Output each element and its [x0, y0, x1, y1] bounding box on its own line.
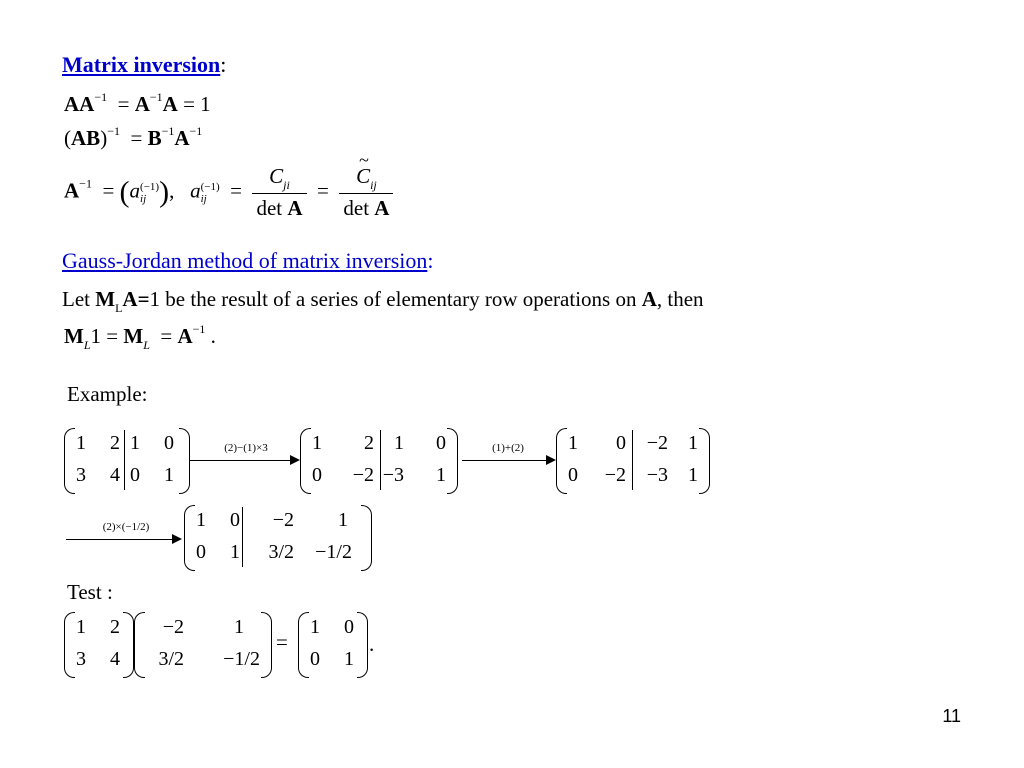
- test-label: Test :: [67, 580, 113, 604]
- test-equals-sign: =: [276, 630, 288, 654]
- heading-text: Gauss-Jordan method of matrix inversion: [62, 248, 428, 273]
- test-matrix-a: 1 2 3 4: [64, 612, 134, 678]
- arrow-2: [462, 460, 554, 461]
- definition-sentence: Let $M_LA=1$ be the result of a series of elementary row operations on A, then: [62, 287, 704, 315]
- section-heading-matrix-inversion: [62, 52, 226, 78]
- augmented-matrix-3: 1 0 −2 1 0 −2 −3 1: [556, 428, 710, 494]
- example-label: Example:: [67, 382, 148, 406]
- equation-ml-inverse: $M_L1 = M_L = A^{-1}$ .: [64, 322, 216, 352]
- equation-inverse-identity: $AA^{-1} = A^{-1}A = 1$: [64, 90, 211, 116]
- fraction-cofactor-ji: $\frac{C_{ji}}{\text{det A}}$: [252, 164, 306, 221]
- test-matrix-a-inverse: −2 1 3/2 −1/2: [134, 612, 272, 678]
- test-identity-matrix: 1 0 0 1: [298, 612, 368, 678]
- fraction-cofactor-tilde: ~ $\frac{C_{ij}}{\text{det A}}$: [339, 164, 393, 221]
- test-period: .: [369, 632, 375, 656]
- augmented-matrix-2: 1 2 1 0 0 −2 −3 1: [300, 428, 458, 494]
- page-number: 11: [942, 706, 961, 726]
- equation-inverse-elements: $A^{-1} = (a$ (−1) ij ), a (−1) ij = $\frac{C_{ji}}{\text{det A}}$ = ~ $\frac{C_{ij}}{\text{det A}}$: [64, 164, 393, 221]
- row-op-label-2: (1)+(2): [492, 442, 524, 454]
- arrow-1: [190, 460, 298, 461]
- heading-colon: :: [427, 248, 434, 273]
- augmented-matrix-1: 1 2 1 0 3 4 0 1: [64, 428, 190, 494]
- section-heading-gauss-jordan: [62, 248, 434, 274]
- heading-colon: :: [220, 52, 227, 77]
- augmented-matrix-4: 1 0 −2 1 0 1 3/2 −1/2: [184, 505, 372, 571]
- row-op-label-3: (2)×(−1/2): [102, 521, 150, 533]
- equation-product-inverse: $(AB)^{-1} = B^{-1}A^{-1}$: [64, 124, 203, 150]
- row-op-label-1: (2)−(1)×3: [224, 442, 268, 454]
- heading-text: Matrix inversion: [62, 52, 221, 77]
- arrow-3: [66, 539, 180, 540]
